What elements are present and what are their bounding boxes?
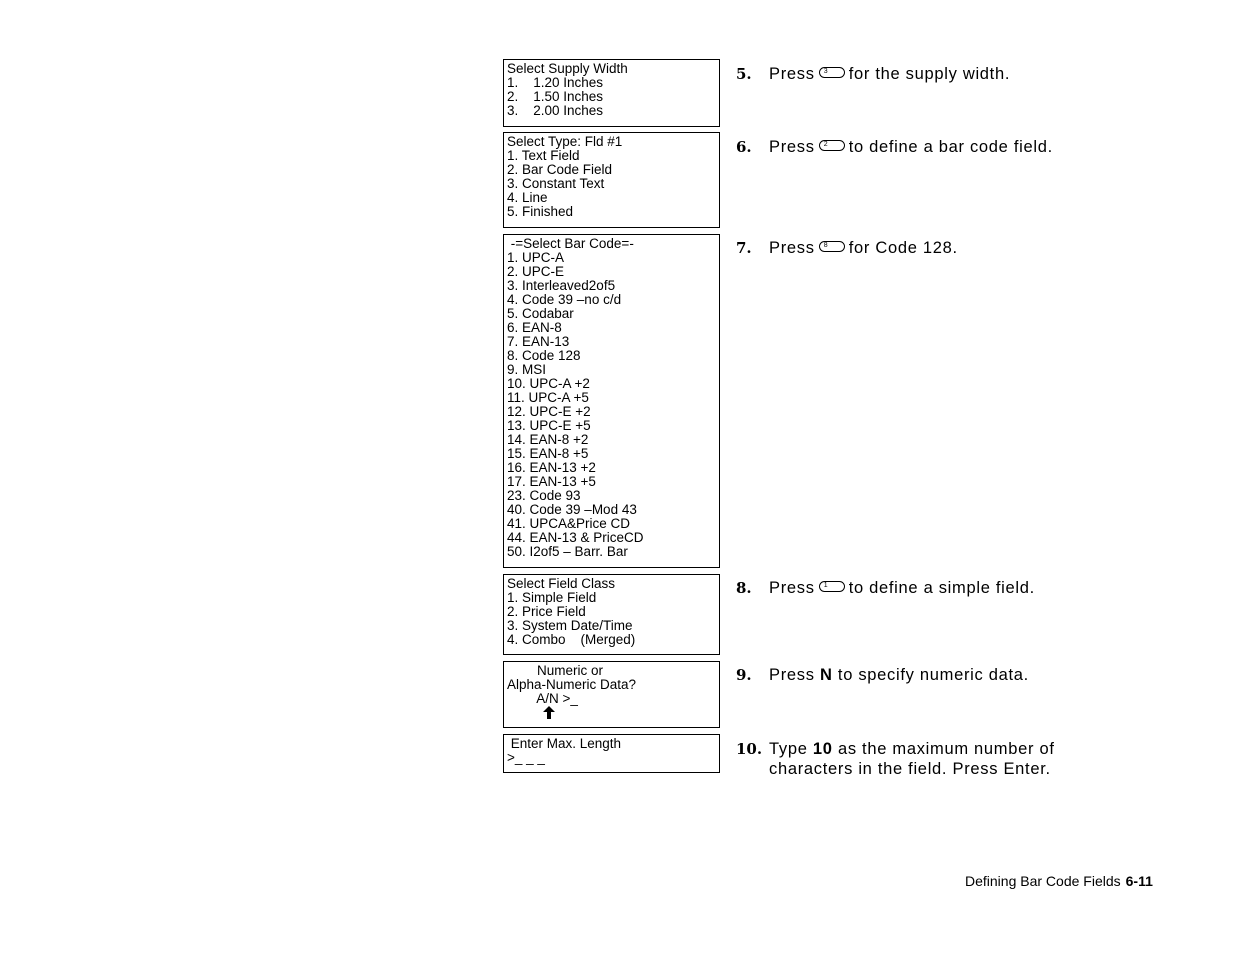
screen-line: 15. EAN-8 +5: [507, 446, 589, 461]
screen-select-bar-code: [503, 234, 720, 568]
step-text: Press: [769, 65, 815, 83]
screen-line: Alpha-Numeric Data?: [507, 677, 637, 692]
screen-line: 6. EAN-8: [507, 320, 562, 335]
step-key-text: 10: [812, 740, 833, 758]
screen-line: 3. Interleaved2of5: [507, 278, 616, 293]
page-number: 6-11: [1125, 873, 1153, 889]
screen-line: 12. UPC-E +2: [507, 404, 591, 419]
screen-supply-width: [503, 59, 720, 127]
step-text: Type: [769, 740, 808, 758]
screen-line: 3. System Date/Time: [507, 618, 633, 633]
step-7: [736, 238, 958, 258]
screen-line: Select Field Class: [507, 576, 616, 591]
screen-line: Numeric or: [507, 663, 604, 678]
step-number: 8.: [736, 579, 752, 597]
screen-line: -=Select Bar Code=-: [507, 236, 634, 251]
footer-section-title: Defining Bar Code Fields: [965, 873, 1121, 889]
screen-line: A/N >_: [507, 691, 578, 706]
screen-line: 17. EAN-13 +5: [507, 474, 596, 489]
step-9: [736, 665, 1029, 685]
screen-line: 14. EAN-8 +2: [507, 432, 589, 447]
step-key-text: N: [819, 666, 833, 684]
screen-line: 2. 1.50 Inches: [507, 89, 604, 104]
screen-line: 41. UPCA&Price CD: [507, 516, 631, 531]
step-text: as the maximum number of: [837, 740, 1055, 758]
key-label: 2: [823, 141, 828, 149]
screen-select-type: [503, 132, 720, 228]
step-text: to specify numeric data.: [837, 666, 1029, 684]
screen-line: 3. Constant Text: [507, 176, 605, 191]
cursor-arrow-row: [507, 706, 719, 721]
screen-line: 1. 1.20 Inches: [507, 75, 604, 90]
keypad-key-icon: [819, 140, 845, 151]
step-text: Press: [769, 138, 815, 156]
keypad-key-icon: [819, 67, 845, 78]
keypad-key-icon: [819, 241, 845, 252]
screen-line: 16. EAN-13 +2: [507, 460, 596, 475]
screen-line: >_ _ _: [507, 750, 545, 765]
screen-line: 23. Code 93: [507, 488, 581, 503]
screen-select-field-class: [503, 574, 720, 655]
step-text: for Code 128.: [848, 239, 958, 257]
step-10: [736, 739, 1055, 779]
screen-line: 2. Price Field: [507, 604, 586, 619]
screen-line: 4. Code 39 –no c/d: [507, 292, 622, 307]
screen-numeric-alpha: [503, 661, 720, 728]
step-text: Press: [769, 579, 815, 597]
key-label: 1: [823, 582, 828, 590]
step-number: 7.: [736, 239, 752, 257]
keypad-key-icon: [819, 581, 845, 592]
step-number: 6.: [736, 138, 752, 156]
screen-line: 1. UPC-A: [507, 250, 565, 265]
screen-line: 8. Code 128: [507, 348, 581, 363]
screen-enter-max-length: [503, 734, 720, 773]
step-6: [736, 137, 1053, 157]
step-text: to define a simple field.: [848, 579, 1035, 597]
screen-line: Select Type: Fld #1: [507, 134, 623, 149]
step-text: Press: [769, 239, 815, 257]
screen-line: Select Supply Width: [507, 61, 628, 76]
step-text: Press: [769, 666, 815, 684]
step-8: [736, 578, 1035, 598]
step-number: 10.: [736, 740, 763, 758]
screen-line: 50. I2of5 – Barr. Bar: [507, 544, 628, 559]
screen-line: 44. EAN-13 & PriceCD: [507, 530, 644, 545]
screen-line: 13. UPC-E +5: [507, 418, 591, 433]
screen-line: 4. Combo (Merged): [507, 632, 636, 647]
up-arrow-icon: [543, 706, 555, 719]
screen-line: 10. UPC-A +2: [507, 376, 590, 391]
screen-line: 2. UPC-E: [507, 264, 565, 279]
screen-line: 7. EAN-13: [507, 334, 570, 349]
screen-line: 40. Code 39 –Mod 43: [507, 502, 637, 517]
step-5: [736, 64, 1010, 84]
screen-line: 1. Text Field: [507, 148, 580, 163]
screen-line: 3. 2.00 Inches: [507, 103, 604, 118]
step-text: for the supply width.: [848, 65, 1011, 83]
step-text: to define a bar code field.: [848, 138, 1053, 156]
screen-line: 2. Bar Code Field: [507, 162, 613, 177]
screen-line: 1. Simple Field: [507, 590, 597, 605]
key-label: 3: [823, 68, 828, 76]
page-footer: [965, 873, 1153, 889]
step-number: 5.: [736, 65, 752, 83]
step-number: 9.: [736, 666, 752, 684]
screen-line: 4. Line: [507, 190, 548, 205]
key-label: 8: [823, 242, 828, 250]
screen-line: 5. Finished: [507, 204, 574, 219]
screen-line: 5. Codabar: [507, 306, 574, 321]
screen-line: 11. UPC-A +5: [507, 390, 589, 405]
screen-line: Enter Max. Length: [507, 736, 622, 751]
screen-line: 9. MSI: [507, 362, 547, 377]
step-text-continued: characters in the field. Press Enter.: [769, 760, 1051, 778]
